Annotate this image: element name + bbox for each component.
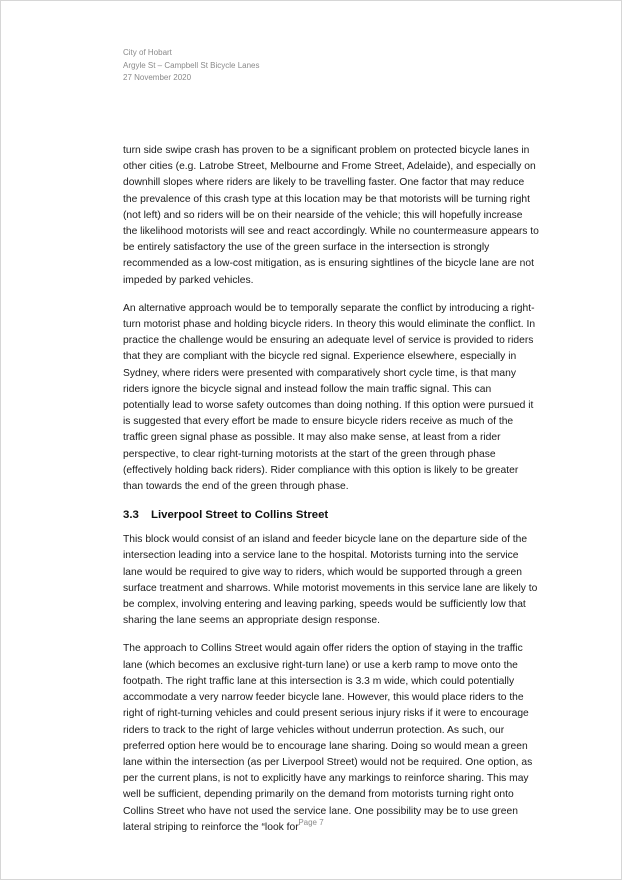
paragraph-crash-risk: turn side swipe crash has proven to be a significant problem on protected bicycle lanes in other cities (e.g. Latrobe Street, Melbourne and Frome Street, Adelaide), and especially on downhill slopes where riders are likely to be travelling faster. One factor that may reduce the prevalence of this crash type at this location may be that motorists will be turning right (not left) and so riders will be on their nearside of the vehicle; this will hopefully increase the likelihood motorists will see and react accordingly. While no countermeasure appears to be entirely satisfactory the use of the green surface in the intersection is strongly recommended as a low-cost mitigation, as is ensuring sightlines of the bicycle lane are not impeded by parked vehicles. [123,145,539,286]
document-body [123,143,539,848]
section-number: 3.3 [123,509,139,522]
section-heading [123,507,539,523]
section-title: Liverpool Street to Collins Street [151,509,329,522]
paragraph-alternative-approach: An alternative approach would be to temporally separate the conflict by introducing a right-turn motorist phase and holding bicycle riders. In theory this would eliminate the conflict. In practice the challenge would be ensuring an adequate level of service is provided to riders that they are compliant with the bicycle red signal. Experience elsewhere, especially in Sydney, where riders were presented with comparatively short cycle time, is that many riders ignore the bicycle signal and instead follow the main traffic signal. This can potentially lead to worse safety outcomes than doing nothing. If this option were pursued it is suggested that every effort be made to ensure bicycle riders receive as much of the traffic green signal phase as possible. It may also make sense, at least from a rider perspective, to clear right-turning motorists at the start of the green through phase (effectively holding back riders). Rider compliance with this option is likely to be greater than towards the end of the green through phase. [123,302,536,493]
document-header [123,47,260,85]
paragraph-collins-approach: The approach to Collins Street would again offer riders the option of staying in the traffic lane (which becomes an exclusive right-turn lane) or use a kerb ramp to move onto the footpath. The right traffic lane at this intersection is 3.3 m wide, which could potentially accommodate a very narrow feeder bicycle lane. However, this would place riders to the right of right-turning vehicles and could present serious injury risks if it were to encourage riders to track to the right of large vehicles without underrun protection. As such, our preferred option here would be to encourage lane sharing. Doing so would mean a green lane within the intersection (as per Liverpool Street) would not be required. One option, as per the current plans, is not to explicitly have any markings to reinforce sharing. This may well be sufficient, depending primarily on the demand from motorists turning right onto Collins Street who have not used the service lane. One possibility may be to use green lateral striping to reinforce the “look for [123,643,533,833]
header-project: Argyle St – Campbell St Bicycle Lanes [123,60,260,70]
paragraph-block-description: This block would consist of an island and feeder bicycle lane on the departure side of the intersection leading into a service lane to the hospital. Motorists turning into the service lane would be required to give way to riders, which would be supported through a green surface treatment and sharrows. While motorist movements in this service lane are likely to be complex, involving entering and leaving parking, speeds would be sufficiently low that sharing the lane seems an appropriate design response. [123,534,538,627]
header-date: 27 November 2020 [123,73,192,82]
header-organisation: City of Hobart [123,48,172,57]
page-number: Page 7 [298,818,324,827]
